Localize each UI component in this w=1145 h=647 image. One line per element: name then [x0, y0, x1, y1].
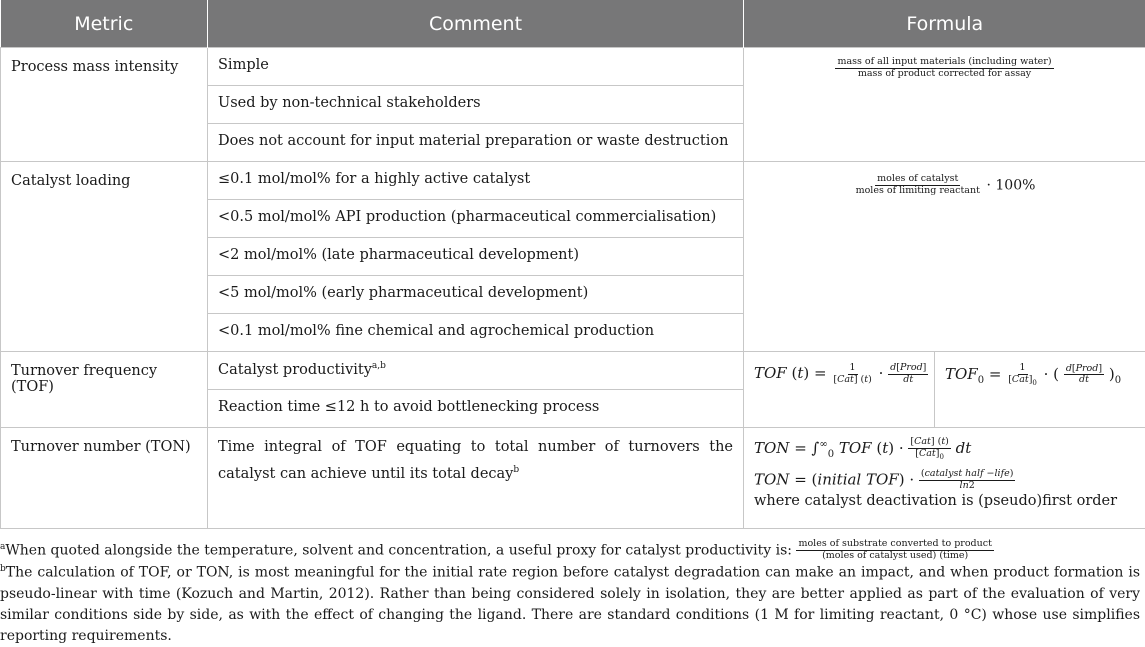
footnote-b: $^b$The calculation of TOF, or TON, is most meaningful for the initial rate region before catalyst degradation can make an impact, and when product formation is pseudo-linear with time (Kozuch and Martin, 2012). Rather than being considered solely in isolation, they are better applied as part of the evaluation of very similar conditions side by side, as with the effect of changing the ligand. There are standard conditions (1 M for limiting reactant, 0 °C) whose use simplifies reporting requirements.	[0, 559, 1140, 647]
formula-cell: $\frac{\text{moles of catalyst}}{\text{moles of limiting reactant}}$ · 100%	[744, 162, 1145, 352]
header-metric: Metric	[1, 0, 208, 48]
metric-cell: Catalyst loading	[1, 162, 208, 352]
comment-cell: Simple	[208, 48, 744, 86]
comment-cell: <5 mol/mol% (early pharmaceutical development)	[208, 276, 744, 314]
productivity-proxy-fraction: $\frac{\text{moles of substrate converted to product}}{\text{(moles of catalyst used) (time)}}$	[796, 539, 993, 562]
tof-zero-formula-cell	[935, 352, 1145, 428]
metric-cell: Turnover number (TON)	[1, 428, 208, 529]
comment-cell: Does not account for input material preparation or waste destruction	[208, 124, 744, 162]
comment-cell: Reaction time ≤12 h to avoid bottlenecking process	[208, 390, 744, 428]
metric-cell: Process mass intensity	[1, 48, 208, 162]
header-row	[1, 0, 1145, 48]
tof-t-formula: TOF (t) = $\frac{1}{\text{[Cat] (t)}}$ · $\frac{\text{d[Prod]}}{dt}$	[754, 364, 928, 382]
pmi-formula: $\frac{\text{mass of all input materials (including water)}}{\text{mass of product corrected for assay}}$	[835, 57, 1053, 80]
tof-formula-cell	[744, 352, 935, 428]
table-row	[1, 352, 1145, 390]
metric-cell: Turnover frequency (TOF)	[1, 352, 208, 428]
catalyst-loading-formula: $\frac{\text{moles of catalyst}}{\text{moles of limiting reactant}}$	[854, 174, 982, 197]
comment-cell: Catalyst productivity$^{a,b}$	[208, 352, 744, 390]
comment-cell: ≤0.1 mol/mol% for a highly active catalyst	[208, 162, 744, 200]
comment-cell: Time integral of TOF equating to total number of turnovers the catalyst can achieve until its total decay$^b$	[208, 428, 744, 529]
ton-integral-formula: TON = $\int^\infty_0$ TOF (t) · $\frac{\text{[Cat] (t)}}{[Cat]_0}$ dt	[754, 437, 1135, 461]
table-row	[1, 48, 1145, 86]
header-formula: Formula	[744, 0, 1145, 48]
table-row	[1, 162, 1145, 200]
ton-note: where catalyst deactivation is (pseudo)first order	[754, 493, 1135, 509]
comment-cell: <2 mol/mol% (late pharmaceutical development)	[208, 238, 744, 276]
ton-halflife-formula: TON = (initial TOF) · $\frac{\text{(catalyst half −life)}}{\ln 2}$	[754, 469, 1135, 492]
footnote-a: $^a$When quoted alongside the temperature, solvent and concentration, a useful proxy for catalyst productivity is: $\frac{\text{moles of substrate converted to product}}{\text{(moles of catalyst used) (time)}}$	[0, 537, 1140, 562]
table-row	[1, 428, 1145, 529]
tof-zero-formula: $TOF_0$ = $\frac{1}{[Cat]_0}$ · ( $\frac{\text{d[Prod]}}{dt}$ )$_0$	[945, 365, 1121, 383]
comment-cell: Used by non-technical stakeholders	[208, 86, 744, 124]
comment-cell: <0.5 mol/mol% API production (pharmaceutical commercialisation)	[208, 200, 744, 238]
ton-formula-cell	[744, 428, 1145, 529]
header-comment: Comment	[208, 0, 744, 48]
comment-cell: <0.1 mol/mol% fine chemical and agrochemical production	[208, 314, 744, 352]
formula-cell	[744, 48, 1145, 162]
